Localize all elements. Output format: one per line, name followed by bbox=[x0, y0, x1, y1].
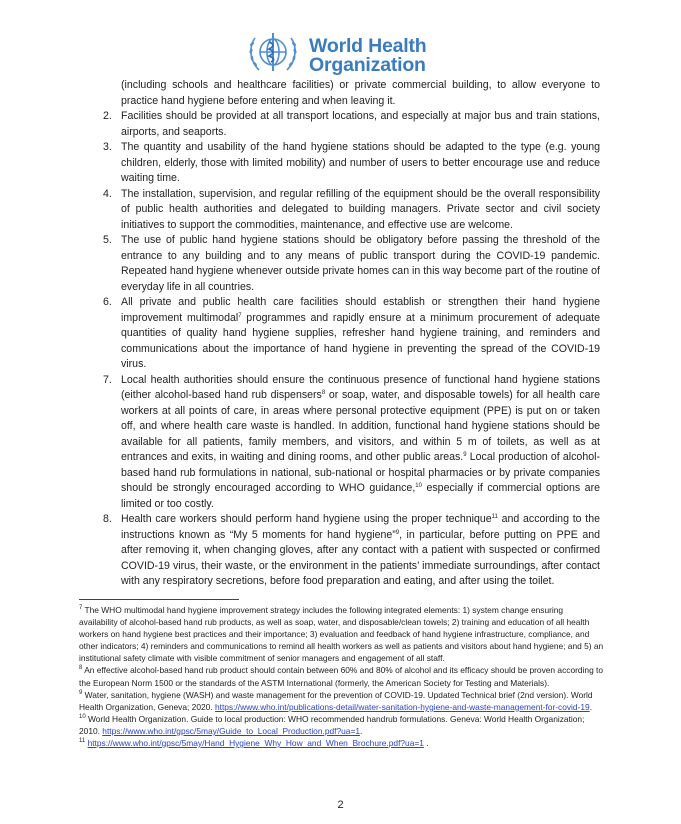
footnotes bbox=[79, 604, 604, 749]
footnote-ref[interactable]: 8 bbox=[321, 390, 326, 396]
recommendations-list bbox=[103, 78, 600, 590]
item-text: especially if commercial options are limited or too costly. bbox=[121, 482, 600, 510]
item-text: All private and public health care facilities should establish or strengthen their hand hygiene improvement multimodal bbox=[121, 296, 600, 324]
footnote-mark: 9 bbox=[79, 689, 83, 696]
organization-name bbox=[309, 34, 427, 76]
footnote-ref[interactable]: 7 bbox=[238, 312, 242, 319]
footnote-ref[interactable]: 9 bbox=[463, 452, 467, 458]
footnote-text: Water, sanitation, hygiene (WASH) and waste management for the prevention of COVID-19. Updated Technical brief (2nd version). World Health Organization, Geneva; 2020. bbox=[79, 689, 593, 712]
org-name-line1: World Health bbox=[309, 34, 427, 57]
footnote-ref[interactable]: 9 bbox=[395, 529, 400, 536]
list-item bbox=[103, 187, 600, 234]
list-item bbox=[103, 233, 600, 295]
footnote-9 bbox=[79, 689, 604, 713]
item-text: Health care workers should perform hand hygiene using the proper technique bbox=[121, 513, 492, 525]
item-number: 4. bbox=[103, 187, 112, 200]
list-item bbox=[103, 140, 600, 187]
footnote-mark: 8 bbox=[79, 665, 83, 672]
item-number: 2. bbox=[103, 110, 112, 122]
footnote-7 bbox=[79, 604, 604, 664]
item-text: and according to the instructions known as “My 5 moments for hand hygiene” bbox=[121, 513, 600, 541]
item-number: 5. bbox=[103, 234, 112, 246]
item-text: Local health authorities should ensure the continuous presence of functional hand hygiene stations (either alcohol-based hand rub dispensers bbox=[121, 373, 600, 401]
list-item bbox=[103, 295, 600, 373]
who-emblem-icon bbox=[245, 30, 301, 81]
footnote-text: The WHO multimodal hand hygiene improvement strategy includes the following integrated elements: 1) system change ensuring availability of alcohol-based hand rub products, as well as soap, water, and disposable/clean towels; 2) training and education of all health workers on hand hygiene best practices and their importance; 3) evaluation and feedback of hand hygiene infrastructure, compliance, and other indicators; 4) reminders and communications to remind all health workers as well as patients and visitors about hand hygiene; and 5) an institutional safety climate with visible commitment of senior managers and engagement of all staff. bbox=[79, 605, 604, 664]
footnote-link[interactable]: https://www.who.int/gpsc/5may/Guide_to_Local_Production.pdf?ua=1 bbox=[102, 725, 360, 736]
item-text: programmes and rapidly ensure at a minimum procurement of adequate quantities of quality hand hygiene supplies, refresher hand hygiene training, and reminders and communications about the importance of hand hygiene in preventing the spread of the COVID-19 virus. bbox=[121, 311, 600, 370]
footnote-ref[interactable]: 11 bbox=[491, 514, 498, 520]
list-item bbox=[103, 373, 600, 513]
footnote-mark: 10 bbox=[79, 713, 86, 720]
footnote-divider bbox=[79, 599, 239, 600]
item-text: Facilities should be provided at all transport locations, and especially at major bus and train stations, airports, and seaports. bbox=[121, 110, 600, 138]
footnote-10 bbox=[79, 713, 604, 737]
item-text: (including schools and healthcare facilities) or private commercial building, to allow everyone to practice hand hygiene before entering and when leaving it. bbox=[121, 79, 600, 107]
footnote-ref[interactable]: 10 bbox=[415, 483, 422, 489]
footnote-punct: . bbox=[589, 701, 593, 712]
who-logo bbox=[245, 30, 427, 81]
item-number: 8. bbox=[103, 513, 112, 525]
footnote-mark: 11 bbox=[79, 738, 86, 745]
footnote-punct: . bbox=[423, 738, 429, 749]
item-text: or soap, water, and disposable towels) for all health care workers at all points of care, in areas where personal protective equipment (PPE) is put on or taken off, and where health care waste is handled. In addition, functional hand hygiene stations should be available for all patients, family members, and visitors, and within 5 m of toilets, as well as at entrances and exits, in waiting and dining rooms, and other public areas. bbox=[121, 389, 600, 463]
item-text: The quantity and usability of the hand hygiene stations should be adapted to the type (e.g. young children, elderly, those with limited mobility) and number of users to better encourage use and reduce waiting time. bbox=[121, 141, 600, 184]
footnote-8 bbox=[79, 664, 604, 688]
item-number: 3. bbox=[103, 141, 112, 153]
list-item bbox=[103, 109, 600, 140]
item-text: Local production of alcohol-based hand rub formulations in national, sub-national or hospital pharmacies or by private companies should be strongly encouraged according to WHO guidance, bbox=[121, 451, 600, 494]
footnote-link[interactable]: https://www.who.int/publications-detail/water-sanitation-hygiene-and-waste-management-for-covid-19 bbox=[214, 701, 590, 712]
footnote-11 bbox=[79, 737, 604, 749]
footnote-mark: 7 bbox=[79, 605, 83, 611]
item-text: The use of public hand hygiene stations should be obligatory before passing the threshold of the entrance to any building and to any means of public transport during the COVID-19 pandemic. Repeated hand hygiene whenever outside private homes can in this way become part of the routine of everyday life in all countries. bbox=[121, 234, 600, 293]
page-number: 2 bbox=[337, 799, 344, 811]
footnote-text: An effective alcohol-based hand rub product should contain between 60% and 80% of alcohol and its efficacy should be proven according to the European Norm 1500 or the standards of the ASTM International (formerly, the American Society for Testing and Materials). bbox=[79, 665, 604, 688]
org-name-line2: Organization bbox=[309, 53, 426, 76]
item-text: The installation, supervision, and regular refilling of the equipment should be the overall responsibility of public health authorities and delegated to building managers. Private sector and civil society initiatives to support the commodities, maintenance, and effective use are welcome. bbox=[121, 187, 600, 231]
list-item-continuation bbox=[103, 78, 600, 109]
item-number: 7. bbox=[103, 373, 112, 386]
item-text: , in particular, before putting on PPE and after removing it, when changing gloves, after any contact with a patient with suspected or confirmed COVID-19 virus, their waste, or the environment in the patients’ immediate surroundings, after contact with any respiratory secretions, before food preparation and eating, and after using the toilet. bbox=[121, 528, 600, 587]
footnote-link[interactable]: https://www.who.int/gpsc/5may/Hand_Hygiene_Why_How_and_When_Brochure.pdf?ua=1 bbox=[87, 738, 424, 749]
footnote-punct: . bbox=[360, 725, 363, 736]
list-item bbox=[103, 512, 600, 590]
footnote-text: World Health Organization. Guide to local production: WHO recommended handrub formulations. Geneva: World Health Organization; 2010. bbox=[79, 713, 585, 736]
item-number: 6. bbox=[103, 296, 112, 308]
